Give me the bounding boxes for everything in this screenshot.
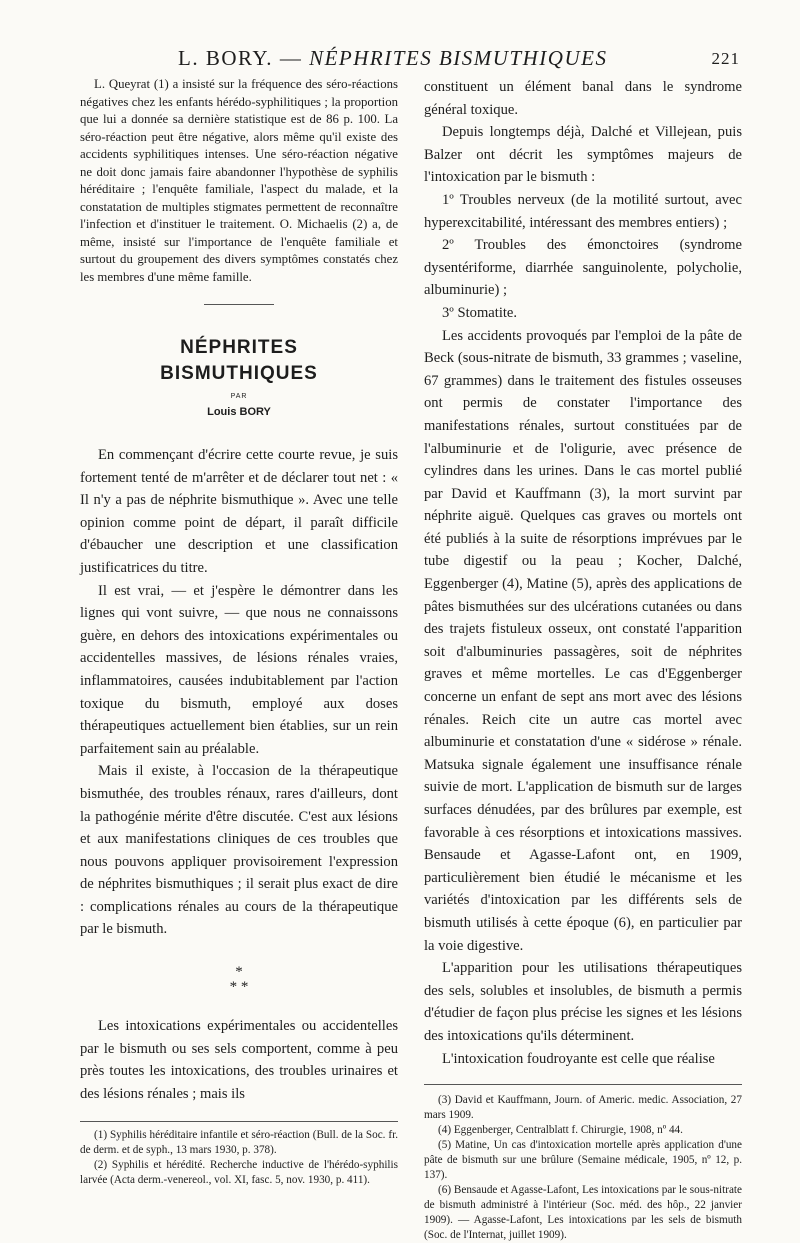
footnote: (3) David et Kauffmann, Journ. of Americ. medic. Association, 27 mars 1909. [424, 1094, 742, 1122]
footnotes-left [80, 1121, 398, 1188]
article-body-left [80, 444, 398, 1105]
paragraph: L'apparition pour les utilisations thérapeutiques des sels, solubles et insolubles, de bismuth a permis d'étudier de façon plus précise les signes et les lésions des intoxications qu'ils déterminent. [424, 960, 742, 1044]
right-column [424, 76, 742, 1243]
page-number: 221 [711, 49, 740, 68]
article-author: Louis BORY [207, 406, 271, 418]
footnotes-right [424, 1084, 742, 1243]
running-title-dash: — [279, 46, 303, 70]
byline-par: PAR [230, 393, 248, 400]
article-title-line-1: NÉPHRITES [180, 337, 298, 358]
paragraph: En commençant d'écrire cette courte revue, je suis fortement tenté de m'arrêter et de déclarer tout net : « Il n'y a pas de néphrite bismuthique ». Avec une telle opinion comme point de départ, il paraît difficile d'ébaucher une description et une classification justificatrices du titre. [80, 447, 398, 576]
previous-article-end [80, 76, 398, 286]
footnote: (2) Syphilis et hérédité. Recherche inductive de l'hérédo-syphilis larvée (Acta derm.-venerеol., vol. XI, fasc. 5, nov. 1930, p. 411). [80, 1159, 398, 1187]
list-item: 1º Troubles nerveux (de la motilité surtout, avec hyperexcitabilité, intéressant des membres entiers) ; [424, 191, 742, 231]
running-title [178, 46, 607, 71]
paragraph: Depuis longtemps déjà, Dalché et Villejean, puis Balzer ont décrit les symptômes majeurs de l'intoxication par le bismuth : [424, 124, 742, 186]
article-title [80, 335, 398, 387]
paragraph: Mais il existe, à l'occasion de la thérapeutique bismuthée, des troubles rénaux, rares d'ailleurs, dont la pathogénie mérite d'être discutée. C'est aux lésions et aux manifestations cliniques de ces troubles que nous pouvons appliquer provisoirement l'expression de néphrites bismuthiques ; il serait plus exact de dire : complications rénales au cours de la thérapeutique par le bismuth. [80, 763, 398, 938]
previous-article-paragraph: L. Queyrat (1) a insisté sur la fréquence des séro-réactions négatives chez les enfants hérédo-syphilitiques ; la proportion que lui a donnée sa dernière statistique est de 86 p. 100. La séro-réaction peut être négative, alors même qu'il existe des accidents syphilitiques intenses. Une séro-réaction négative ne doit donc jamais faire abandonner l'hypothèse de syphilis héréditaire ; l'enquête familiale, l'aspect du malade, et la constatation de multiples stigmates permettent de reconnaître l'infection et d'instituer le traitement. O. Michaelis (2) a, de même, insisté sur l'importance de l'enquête familiale et surtout du groupement des divers symptômes constatés chez les membres d'une même famille. [80, 77, 398, 284]
paragraph: constituent un élément banal dans le syndrome général toxique. [424, 79, 742, 118]
footnote: (4) Eggenberger, Centralblatt f. Chirurgie, 1908, nº 44. [438, 1124, 683, 1137]
list-item: 2º Troubles des émonctoires (syndrome dysentériforme, diarrhée sanguinolente, polycholie, albuminurie) ; [424, 237, 742, 299]
asterism-top: * [235, 964, 243, 981]
running-title-subject: NÉPHRITES BISMUTHIQUES [309, 46, 608, 70]
article-body-right [424, 76, 742, 1070]
paragraph: Il est vrai, — et j'espère le démontrer dans les lignes qui vont suivre, — que nous ne connaissons guère, en dehors des intoxications expérimentales ou accidentelles massives, de lésions rénales vraies, inflammatoires, causées indubitablement par l'action toxique du bismuth, employé aux doses thérapeutiques actuellement bien établies, sur un rein parfaitement sain au préalable. [80, 582, 398, 757]
section-divider [204, 304, 274, 305]
paragraph: Les accidents provoqués par l'emploi de la pâte de Beck (sous-nitrate de bismuth, 33 grammes ; vaseline, 67 grammes) dans le traitement des fistules osseuses ont permis de constater l'importance des manifestations rénales, surtout constituées par de l'albuminurie et de l'oligurie, avec présence de cylindres dans les urines. Dans le cas mortel publié par David et Kauffmann (3), la mort survint par néphrite aiguë. Quelques cas graves ou mortels ont été publiés à la suite de résorptions imprévues par le tube digestif ou la peau ; Kocher, Dalché, Eggenberger (4), Matine (5), après des applications de pâtes bismuthées sur des ulcérations cutanées ou dans des trajets fistuleux osseux, ont constaté l'apparition soit d'albuminuries passagères, soit de néphrites graves et même mortelles. Le cas d'Eggenberger concerne un enfant de sept ans mort avec des lésions rénales. Reich cite un autre cas mortel avec albuminurie et constatation d'une « sidérose » rénale. Matsuka signale également une insuffisance rénale suivie de mort. L'application de bismuth sur de larges surfaces dénudées, par des brûlures par exemple, est favorable à ces résorptions et intoxications massives. Bensaude et Agasse-Lafont ont, en 1909, particulièrement bien étudié le mécanisme et les variétés d'intoxication par les différents sels de bismuth utilisés à cette époque (6), en particulier par la voie digestive. [424, 327, 742, 954]
running-title-author: L. BORY. [178, 46, 274, 70]
footnote: (5) Matine, Un cas d'intoxication mortelle après application d'une pâte de bismuth sur une brûlure (Semaine médicale, 1905, nº 12, p. 137). [424, 1139, 742, 1182]
left-column [80, 76, 398, 1188]
asterism [80, 965, 398, 995]
article-title-line-2: BISMUTHIQUES [160, 363, 318, 384]
asterism-bottom: * * [229, 979, 249, 996]
running-header [0, 46, 800, 76]
footnote: (1) Syphilis héréditaire infantile et séro-réaction (Bull. de la Soc. fr. de derm. et de syph., 13 mars 1930, p. 378). [80, 1129, 398, 1157]
paragraph: Les intoxications expérimentales ou accidentelles par le bismuth ou ses sels comportent, comme à peu près toutes les intoxications, des troubles urinaires et des lésions rénales ; mais ils [80, 1018, 398, 1102]
footnote: (6) Bensaude et Agasse-Lafont, Les intoxications par le sous-nitrate de bismuth administré à l'intérieur (Soc. méd. des hôp., 22 janvier 1909). — Agasse-Lafont, Les intoxications par les sels de bismuth (Soc. de l'Internat, juillet 1909). [424, 1184, 742, 1242]
paragraph: L'intoxication foudroyante est celle que réalise [442, 1050, 715, 1067]
list-item: 3º Stomatite. [442, 304, 518, 321]
